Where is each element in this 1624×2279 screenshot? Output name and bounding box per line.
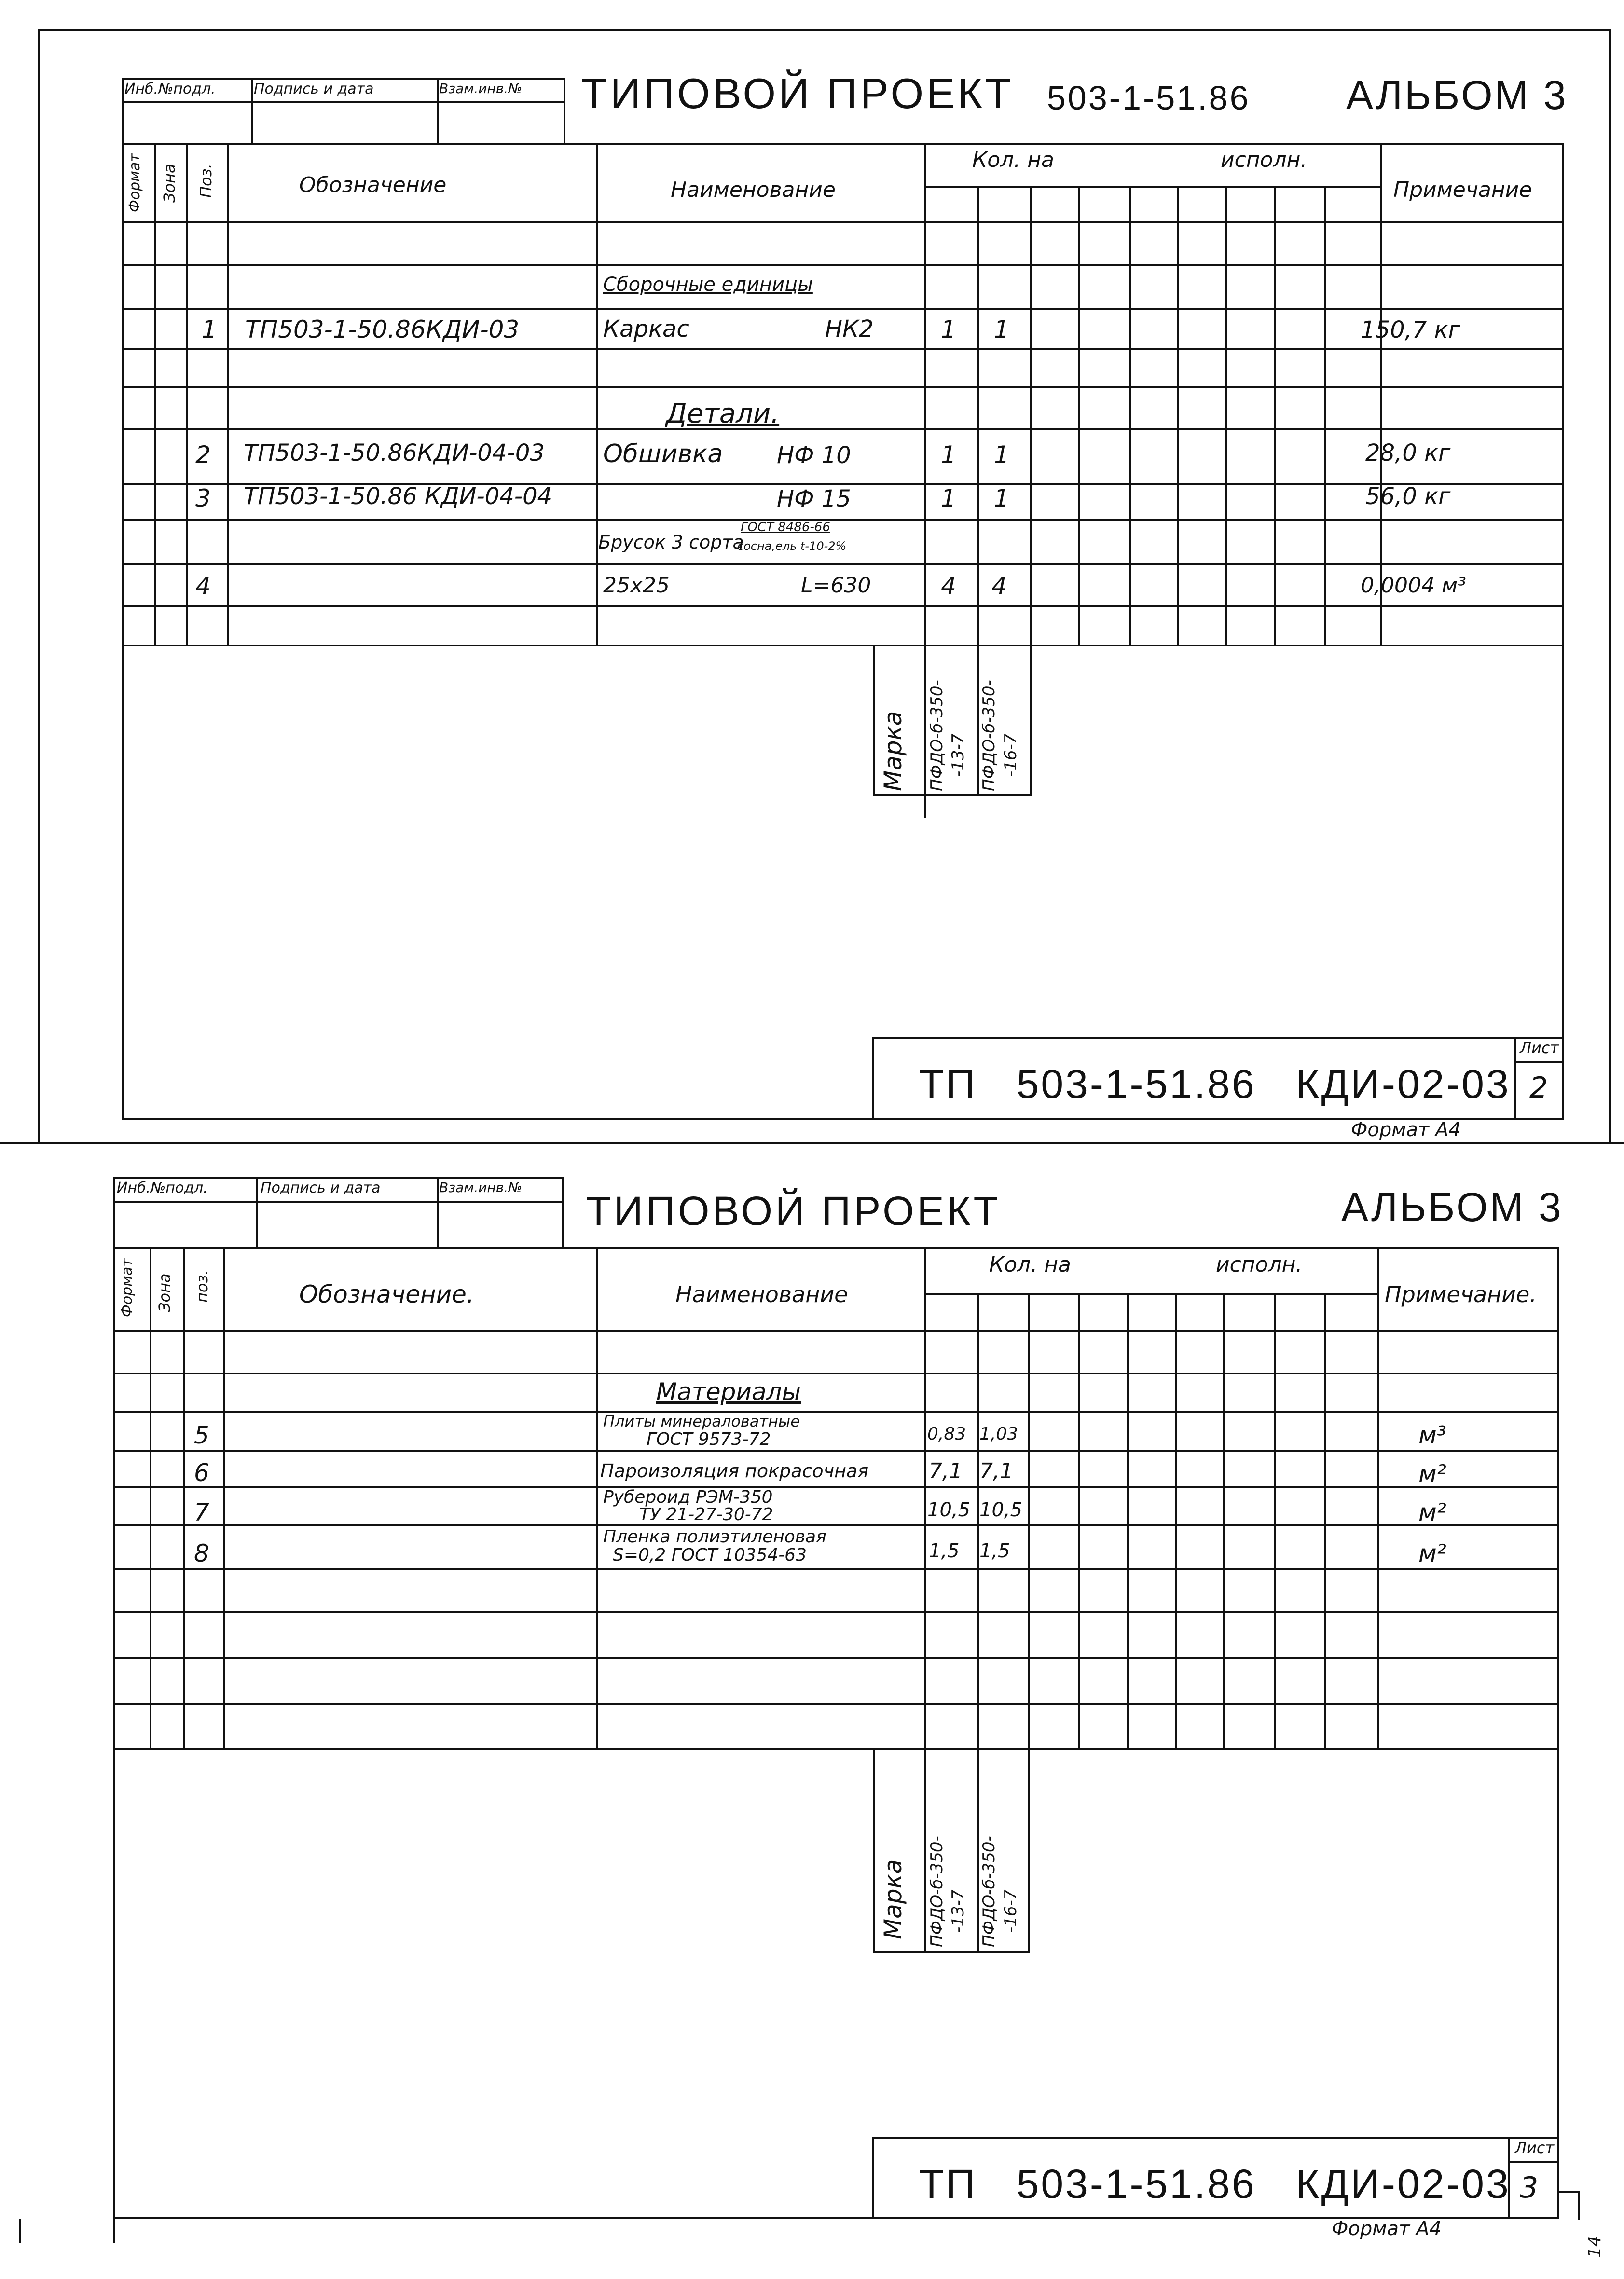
row7-qty2: 10,5 <box>979 1499 1023 1521</box>
col-name-header-2: Наименование <box>675 1281 848 1307</box>
marka2-line2: -16-7 <box>1001 733 1020 777</box>
row1-note: 150,7 кг <box>1361 316 1460 343</box>
row4-name: 25х25 <box>603 573 670 598</box>
album-label-2: АЛЬБОМ 3 <box>1341 1184 1563 1230</box>
row4-note: 0,0004 м³ <box>1361 573 1466 598</box>
row7-pos: 7 <box>194 1498 209 1526</box>
sheet-label-2: Лист <box>1515 2139 1555 2157</box>
row7-qty1: 10,5 <box>927 1499 971 1521</box>
col-zone-header-2: Зона <box>155 1273 174 1312</box>
stamp-replace-inv: Взам.инв.№ <box>439 81 523 96</box>
row2-designation: ТП503-1-50.86КДИ-04-03 <box>244 439 545 467</box>
row6-qty2: 7,1 <box>979 1459 1013 1483</box>
col-name-header: Наименование <box>671 178 836 202</box>
row8-qty2: 1,5 <box>979 1540 1010 1562</box>
stamp-sign-date: Подпись и дата <box>254 81 374 97</box>
project-title-2: ТИПОВОЙ ПРОЕКТ <box>586 1188 1001 1234</box>
row7-name: Рубероид РЭМ-350 <box>603 1487 773 1507</box>
row5-pos: 5 <box>194 1421 209 1449</box>
col-designation-header-2: Обозначение. <box>299 1280 474 1308</box>
marka-label-2: Марка <box>879 1859 907 1939</box>
row1-name: Каркас <box>603 316 689 343</box>
row3-qty1: 1 <box>941 484 956 512</box>
brusok-gost: ГОСТ 8486-66 <box>741 520 830 535</box>
brusok-species: сосна,ель t-10-2% <box>737 539 847 553</box>
frame-right-2 <box>1557 1249 1559 2218</box>
stamp2-replace-inv: Взам.инв.№ <box>439 1180 523 1195</box>
album-label: АЛЬБОМ 3 <box>1346 72 1568 118</box>
col-exec-header: исполн. <box>1221 148 1307 172</box>
frame-left-2 <box>113 1177 115 2243</box>
marka2-line1: ПФДО-б-350- <box>979 680 999 791</box>
row8-name: Пленка полиэтиленовая <box>603 1527 826 1547</box>
col-format-header: Формат <box>126 153 143 212</box>
row7-name2: ТУ 21-27-30-72 <box>639 1505 773 1524</box>
row8-pos: 8 <box>194 1539 209 1567</box>
marka1-line2: -13-7 <box>949 733 968 777</box>
brusok-label: Брусок 3 сорта <box>598 532 744 553</box>
row3-note: 56,0 кг <box>1365 483 1451 510</box>
marka1-line1: ПФДО-б-350- <box>927 680 947 791</box>
row1-qty1: 1 <box>941 316 956 343</box>
row8-note: м² <box>1418 1539 1446 1567</box>
row5-qty1: 0,83 <box>927 1424 966 1444</box>
marka2-line1-2: ПФДО-б-350- <box>979 1836 999 1947</box>
row3-designation: ТП503-1-50.86 КДИ-04-04 <box>244 483 552 510</box>
row5-name2: ГОСТ 9573-72 <box>647 1429 771 1449</box>
marka1-line2-2: -13-7 <box>949 1889 968 1933</box>
col-qty-header-2: Кол. на <box>989 1252 1071 1277</box>
project-title: ТИПОВОЙ ПРОЕКТ <box>581 69 1014 117</box>
row5-note: м³ <box>1418 1421 1446 1449</box>
section-assembly-units: Сборочные единицы <box>603 274 813 296</box>
row5-qty2: 1,03 <box>979 1424 1018 1444</box>
row3-qty2: 1 <box>994 484 1009 512</box>
col-designation-header: Обозначение <box>299 173 447 197</box>
edge-mark: 14 <box>1585 2236 1605 2258</box>
title-block-code-2: ТП 503-1-51.86 КДИ-02-03 <box>919 2161 1511 2207</box>
title-block-code: ТП 503-1-51.86 КДИ-02-03 <box>919 1061 1511 1107</box>
project-code: 503-1-51.86 <box>1047 79 1251 117</box>
row7-note: м² <box>1418 1498 1446 1526</box>
row1-designation: ТП503-1-50.86КДИ-03 <box>245 316 520 343</box>
sheet-label: Лист <box>1520 1039 1559 1057</box>
row3-name2: НФ 15 <box>777 485 851 512</box>
row2-name2: НФ 10 <box>777 442 851 469</box>
section-details: Детали. <box>666 398 780 429</box>
row4-pos: 4 <box>195 572 211 600</box>
col-exec-header-2: исполн. <box>1216 1252 1303 1277</box>
col-zone-header: Зона <box>160 164 179 203</box>
col-qty-header: Кол. на <box>972 148 1054 172</box>
stamp2-sign-date: Подпись и дата <box>261 1180 381 1196</box>
col-format-header-2: Формат <box>119 1258 136 1317</box>
format-label-2: Формат А4 <box>1332 2218 1442 2240</box>
marka-label: Марка <box>879 711 907 791</box>
row4-name2: L=630 <box>801 573 871 598</box>
col-note-header-2: Примечание. <box>1385 1281 1537 1307</box>
stamp2-inv-no: Инб.№подл. <box>117 1180 208 1196</box>
row8-qty1: 1,5 <box>929 1540 960 1562</box>
row4-qty2: 4 <box>991 572 1007 600</box>
sheet-number: 2 <box>1529 1071 1548 1105</box>
row1-qty2: 1 <box>994 316 1009 343</box>
row2-pos: 2 <box>195 441 211 469</box>
col-pos-header: Поз. <box>197 164 215 198</box>
row6-note: м² <box>1418 1460 1446 1488</box>
row2-qty1: 1 <box>941 441 956 469</box>
format-label: Формат А4 <box>1351 1119 1461 1141</box>
row5-name: Плиты минераловатные <box>603 1412 800 1430</box>
row6-qty1: 7,1 <box>929 1459 963 1483</box>
row4-qty1: 4 <box>941 572 956 600</box>
row2-qty2: 1 <box>994 441 1009 469</box>
row1-name2: НК2 <box>825 316 874 343</box>
row2-note: 28,0 кг <box>1365 439 1451 467</box>
marka1-line1-2: ПФДО-б-350- <box>927 1836 947 1947</box>
stamp-inv-no: Инб.№подл. <box>124 81 216 97</box>
row6-pos: 6 <box>194 1459 209 1487</box>
row6-name: Пароизоляция покрасочная <box>600 1460 869 1482</box>
section-materials: Материалы <box>656 1378 801 1406</box>
marka2-line2-2: -16-7 <box>1001 1889 1020 1933</box>
sheet-number-2: 3 <box>1520 2171 1539 2205</box>
col-note-header: Примечание <box>1393 178 1532 202</box>
col-pos-header-2: поз. <box>193 1270 211 1303</box>
row2-name: Обшивка <box>603 439 723 468</box>
row1-pos: 1 <box>202 316 217 343</box>
row8-name2: S=0,2 ГОСТ 10354-63 <box>613 1545 807 1565</box>
row3-pos: 3 <box>195 484 211 512</box>
